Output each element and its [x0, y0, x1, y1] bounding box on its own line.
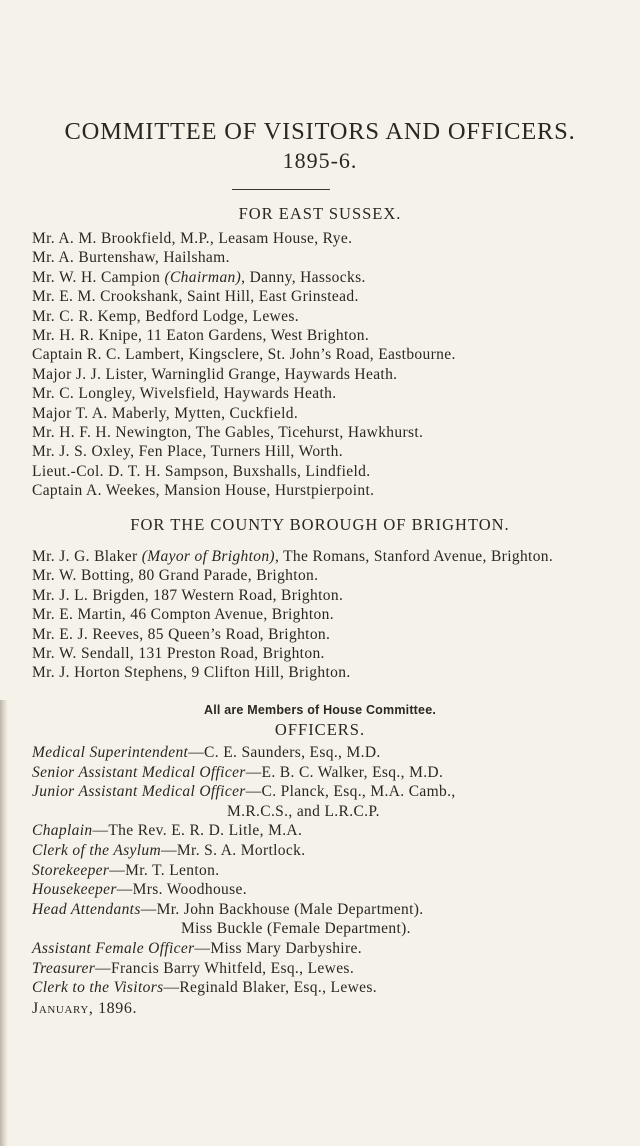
member-entry: Mr. C. Longley, Wivelsfield, Haywards Heath.: [32, 385, 337, 403]
member-entry: Mr. C. R. Kemp, Bedford Lodge, Lewes.: [32, 307, 299, 325]
page-year: 1895-6.: [282, 148, 358, 173]
title-divider: [232, 189, 330, 190]
member-entry: Captain R. C. Lambert, Kingsclere, St. John’s Road, Eastbourne.: [32, 346, 456, 364]
member-entry: Mr. J. Horton Stephens, 9 Clifton Hill, Brighton.: [32, 664, 351, 682]
member-entry: Mr. W. Sendall, 131 Preston Road, Brighton.: [32, 644, 325, 662]
member-entry: Mr. W. H. Campion (Chairman), Danny, Hassocks.: [32, 268, 366, 286]
officer-treasurer: Treasurer—Francis Barry Whitfeld, Esq., Lewes.: [32, 959, 355, 977]
member-entry: Mr. J. L. Brigden, 187 Western Road, Brighton.: [32, 586, 344, 604]
east-sussex-heading: FOR EAST SUSSEX.: [238, 204, 402, 223]
member-entry: Major J. J. Lister, Warninglid Grange, Haywards Heath.: [32, 365, 398, 383]
member-entry: Mr. H. F. H. Newington, The Gables, Ticehurst, Hawkhurst.: [32, 423, 424, 441]
brighton-members: [32, 547, 632, 683]
member-entry: Mr. A. M. Brookfield, M.P., Leasam House, Rye.: [32, 230, 353, 247]
brighton-heading: FOR THE COUNTY BOROUGH OF BRIGHTON.: [130, 515, 510, 534]
officer-senior-assistant: Senior Assistant Medical Officer—E. B. C. Walker, Esq., M.D.: [32, 763, 444, 781]
page-edge-shadow: [0, 700, 8, 1146]
member-entry: Mr. A. Burtenshaw, Hailsham.: [32, 249, 230, 267]
member-entry: Lieut.-Col. D. T. H. Sampson, Buxshalls, Lindfield.: [32, 462, 371, 480]
member-entry: Captain A. Weekes, Mansion House, Hurstpierpoint.: [32, 482, 375, 500]
officer-junior-assistant-cont: M.R.C.S., and L.R.C.P.: [227, 802, 380, 820]
house-committee-note: All are Members of House Committee.: [203, 703, 437, 717]
member-entry: Mr. J. G. Blaker (Mayor of Brighton), The Romans, Stanford Avenue, Brighton.: [32, 548, 554, 565]
officers-heading: OFFICERS.: [274, 720, 366, 739]
member-entry: Mr. E. M. Crookshank, Saint Hill, East Grinstead.: [32, 288, 359, 306]
officers-list: [32, 743, 632, 998]
member-entry: Mr. W. Botting, 80 Grand Parade, Brighton.: [32, 567, 319, 585]
officer-clerk-asylum: Clerk of the Asylum—Mr. S. A. Mortlock.: [32, 841, 306, 859]
officer-assistant-female: Assistant Female Officer—Miss Mary Darbyshire.: [32, 939, 362, 957]
page-title: COMMITTEE OF VISITORS AND OFFICERS.: [64, 118, 576, 145]
member-entry: Mr. H. R. Knipe, 11 Eaton Gardens, West Brighton.: [32, 326, 370, 344]
officer-storekeeper: Storekeeper—Mr. T. Lenton.: [32, 861, 220, 879]
officer-chaplain: Chaplain—The Rev. E. R. D. Litle, M.A.: [32, 822, 303, 840]
member-entry: Mr. E. J. Reeves, 85 Queen’s Road, Brighton.: [32, 625, 331, 643]
dateline: January, 1896.: [32, 1000, 138, 1017]
east-sussex-members: [32, 229, 632, 500]
member-entry: Major T. A. Maberly, Mytten, Cuckfield.: [32, 404, 299, 422]
officer-head-attendants: Head Attendants—Mr. John Backhouse (Male Department).: [32, 900, 424, 918]
officer-housekeeper: Housekeeper—Mrs. Woodhouse.: [32, 881, 247, 899]
officer-medical-superintendent: Medical Superintendent—C. E. Saunders, Esq., M.D.: [32, 744, 381, 761]
officer-clerk-visitors: Clerk to the Visitors—Reginald Blaker, Esq., Lewes.: [32, 979, 377, 997]
officer-head-attendants-cont: Miss Buckle (Female Department).: [181, 920, 411, 938]
member-entry: Mr. J. S. Oxley, Fen Place, Turners Hill, Worth.: [32, 443, 343, 461]
member-entry: Mr. E. Martin, 46 Compton Avenue, Brighton.: [32, 606, 334, 624]
officer-junior-assistant: Junior Assistant Medical Officer—C. Planck, Esq., M.A. Camb.,: [32, 783, 456, 801]
